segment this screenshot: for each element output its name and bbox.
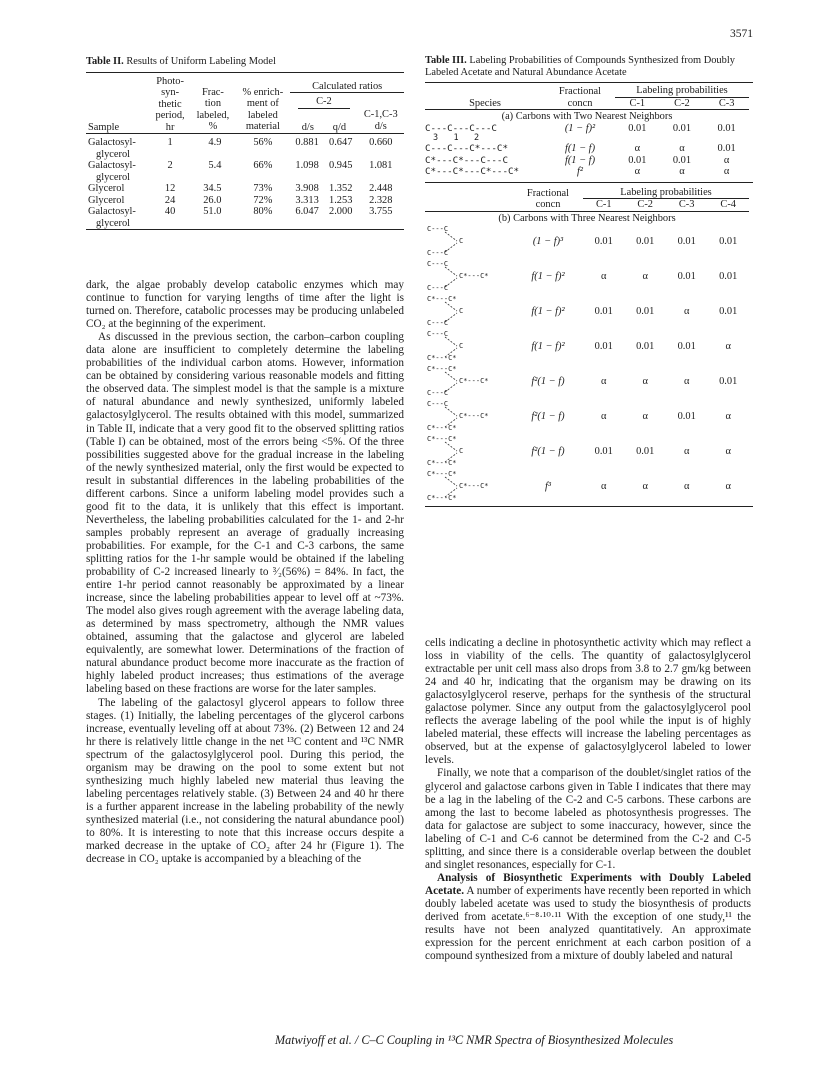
table-row [86, 134, 404, 161]
cell-value: α [725, 410, 731, 422]
table-row [425, 434, 749, 469]
branched-structure: C*---C* C*---C* C---C [427, 365, 489, 398]
cell-value: 0.01 [719, 270, 738, 282]
cell-value: 0.01 [677, 235, 696, 247]
table-3 [425, 55, 753, 507]
cell-sample: Galactosyl- glycerol [88, 160, 136, 183]
cell-enrich: 66% [253, 160, 273, 172]
cell-concn: (1 − f)² [564, 122, 596, 134]
paragraph: As discussed in the previous section, the carbon–carbon coupling data alone are insufficient to completely determine the labeling probabilities of the individual carbon atoms. However, information can be obtained by considering various reasonable models and fitting the observed data. The simplest model is that the sample is a mixture of natural abundance and newly synthesized, uniformly labeled galactosylglycerol. The results obtained with this model, summarized in Table II, indicate that a very good fit to the observed splitting ratios (Table I) can be obtained, most of the errors being <5%. Of the three possibilities suggested above for the gradual increase in the labeling of the newly synthesized material, only the first would be expected to result in substantial differences in the labeling probabilities of the different carbons. Since a uniform labeling model provides such a good fit to the data, it is unlikely that this effect is important. Nevertheless, the labeling probabilities calculated for the 1- and 2-hr samples probably represent an average of gradually increasing probabilities. For example, for the C-1 and C-3 carbons, the same splitting ratios for the 1-hr sample would be obtained if the labeling probability of C-2 increased linearly to ³⁄₂(56%) = 84%. In fact, the entire 1-hr period cannot reasonably be approximated by a linear increase, since the labeling probabilities appear to level off at ~73%. The model also gives rough agreement with the average labeling data, as determined by mass spectrometry, although the NMR values obtained, assuming that the galactose and glycerol are labeled equivalently, are somewhat lower. Determinations of the fraction of natural abundance product become more inaccurate as the fraction of highly labeled product increases; thus estimations of the average labeling based on these fractions are worse for the later samples. [86, 331, 404, 696]
cell-value: α [601, 375, 607, 387]
table-3b: Fractional concn Labeling probabilities C-1 C-2 C-3 C-4 (b) Carbons with Three Nearest Neighbors C---C C C---C (1 − f)³ 0.01 0.01 0.01 0.01 C---C C*---C* C---C f(1 − f)² α α 0.01 0.01 C*---C* C C---C f(1 − f)² 0.01 0.01 α 0.01 C---C C C*---C* f(1 − f)² 0.01 0.01 0.01 α C*---C* C*---C* C---C f²(1 − f) α α α 0.01 C---C C*---C* C*---C* f²(1 − f) α α 0.01 α C*---C* C C*---C* f²(1 − f) 0.01 0.01 α α C*---C* C*---C* C*---C* f³ α α α α [425, 187, 749, 505]
cell-hr: 12 [164, 183, 176, 195]
table-row [425, 143, 749, 155]
cell-value: α [642, 375, 648, 387]
table-row [425, 469, 749, 504]
cell-value: α [634, 166, 641, 178]
species-formula: C*---C*---C*---C* [425, 166, 520, 178]
cell-enrich: 73% [253, 183, 273, 195]
cell-sample: Galactosyl- glycerol [88, 206, 136, 229]
cell-value: α [725, 480, 731, 492]
cell-sample: Glycerol [88, 183, 125, 195]
table-row [86, 183, 404, 195]
cell-value: 0.01 [636, 235, 655, 247]
table-row [425, 294, 749, 329]
branched-structure: C*---C* C C---C [427, 295, 464, 328]
species-formula: C---C---C---C 3 1 2 [425, 122, 497, 144]
cell-value: 0.01 [594, 305, 613, 317]
cell-value: 0.01 [719, 305, 738, 317]
cell-concn: f³ [544, 480, 551, 492]
table-row [425, 123, 749, 144]
cell-hr: 2 [167, 160, 173, 172]
paragraph: Finally, we note that a comparison of the doublet/singlet ratios of the glycerol and galactose carbons given in Table I indicates that there may be a lag in the labeling of the C-2 and C-5 carbons. These carbons are among the last to become labeled as photosynthesis progresses. The data for galactose are subject to some inaccuracy, however, since the labeling of C-1 and C-6 cannot be determined from the C-2 and C-5 splitting, and since there is a considerable overlap between the doublet and singlet resonances, especially for C-1. [425, 767, 751, 871]
cell-hr: 1 [167, 137, 173, 149]
table-row [425, 364, 749, 399]
cell-qd: 0.945 [329, 160, 353, 172]
cell-value: 0.01 [672, 154, 692, 166]
cell-c13: 1.081 [369, 160, 393, 172]
right-body [425, 637, 751, 963]
cell-frac: 51.0 [203, 206, 222, 218]
cell-frac: 34.5 [203, 183, 222, 195]
cell-value: 0.01 [677, 410, 696, 422]
branched-structure: C---C C*---C* C*---C* [427, 400, 489, 433]
cell-concn: f(1 − f)² [531, 340, 565, 352]
table-row [425, 329, 749, 364]
table-3a: Species Fractional concn Labeling probabilities C-1 C-2 C-3 (a) Carbons with Two Nearest Neighbors C---C---C---C 3 1 2 (1 − f)² 0.01 0.01 0.01 C---C---C*---C* f(1 − f) α α 0.01 C*---C*---C---C f(1 − f) 0.01 0.01 α C*---C*---C*---C* f² α α α [425, 85, 749, 178]
cell-frac: 4.9 [208, 137, 222, 149]
cell-frac: 5.4 [208, 160, 222, 172]
table-row [425, 224, 749, 259]
cell-concn: f(1 − f)² [531, 270, 565, 282]
cell-value: α [642, 410, 648, 422]
cell-enrich: 72% [253, 194, 273, 206]
cell-ds: 3.313 [295, 194, 319, 206]
cell-value: α [683, 305, 690, 317]
cell-c13: 2.328 [369, 194, 393, 206]
cell-value: α [634, 143, 641, 155]
cell-concn: f²(1 − f) [531, 375, 565, 387]
cell-value: α [723, 166, 730, 178]
cell-sample: Galactosyl- glycerol [88, 137, 136, 160]
cell-value: 0.01 [717, 122, 736, 134]
branched-structure: C---C C C*---C* [427, 330, 464, 363]
cell-qd: 1.253 [329, 194, 353, 206]
running-footer: Matwiyoff et al. / C–C Coupling in ¹³C NMR Spectra of Biosynthesized Molecules [275, 1033, 674, 1047]
cell-value: α [683, 375, 690, 387]
cell-value: α [725, 340, 731, 352]
table-row [86, 195, 404, 207]
cell-value: α [642, 270, 648, 282]
paragraph: Analysis of Biosynthetic Experiments with Doubly Labeled Acetate. A number of experiments have recently been reported in which doubly labeled acetate was used to study the biosynthesis of products derived from acetate.⁶⁻⁸·¹⁰·¹¹ With the exception of one study,¹¹ the results have not been analyzed quantitatively. An approximate expression for the percent enrichment at each carbon position of a compound synthesized from a mixture of doubly labeled and natural [425, 871, 751, 963]
cell-value: 0.01 [719, 375, 738, 387]
cell-concn: f(1 − f) [564, 143, 596, 155]
cell-c13: 0.660 [369, 137, 393, 149]
cell-value: 0.01 [594, 340, 613, 352]
cell-value: α [601, 270, 607, 282]
branched-structure: C*---C* C C*---C* [427, 435, 464, 468]
cell-enrich: 56% [253, 137, 273, 149]
cell-concn: (1 − f)³ [532, 235, 564, 247]
cell-value: α [601, 480, 607, 492]
section-a-title: (a) Carbons with Two Nearest Neighbors [425, 110, 749, 123]
cell-value: α [683, 445, 690, 457]
table-3-title: Table III. Labeling Probabilities of Compounds Synthesized from Doubly Labeled Acetate and Natural Abundance Acetate [425, 55, 735, 78]
cell-value: 0.01 [594, 445, 613, 457]
cell-qd: 0.647 [329, 137, 353, 149]
cell-value: 0.01 [628, 154, 647, 166]
species-formula: C---C---C*---C* [425, 143, 508, 155]
cell-value: α [725, 445, 731, 457]
cell-value: α [683, 480, 690, 492]
cell-value: α [601, 410, 607, 422]
section-b-title: (b) Carbons with Three Nearest Neighbors [425, 211, 749, 224]
branched-structure: C---C C*---C* C---C [427, 260, 489, 293]
cell-sample: Glycerol [88, 194, 125, 206]
cell-enrich: 80% [253, 206, 273, 218]
paragraph: The labeling of the galactosyl glycerol appears to follow three stages. (1) Initially, the labeling percentages of the glycerol carbons increase, eventually leveling off at about 73%. (2) Between 12 and 24 hr there is relatively little change in the net ¹³C content and ¹³C NMR spectrum of the galactosylglycerol pool. During this period, the organism may be drawing on the pool to some extent but not synthesizing much highly labeled new material thus leaving the labeling percentages relatively stable. (3) Between 24 and 40 hr there is a further apparent increase in the labeling probability of the newly synthesized material (i.e., not considering the natural abundance pool) to 80%. It is interesting to note that this increase occurs despite a marked decrease in the uptake of CO₂ after 24 hr (Figure 1). The decrease in CO₂ uptake is accompanied by a bleaching of the [86, 696, 404, 866]
table-row [425, 399, 749, 434]
table-2 [86, 56, 406, 230]
table-row [425, 166, 749, 178]
col-sample: Sample [88, 121, 120, 133]
cell-concn: f²(1 − f) [531, 445, 565, 457]
cell-value: 0.01 [636, 340, 655, 352]
cell-c13: 2.448 [369, 183, 393, 195]
table-2-grid: Sample Photo- syn- thetic period, hr Frac- tion labeled, % % enrich- ment of labeled material Calculated ratios C-2 d/s q/d C-1,C-3 d/s Galactosyl- glycerol 1 4.9 56% 0.881 0.647 0.660 Galactosyl- glycerol 2 5.4 66% 1.098 0.945 1.081 Glycerol 12 34.5 73% 3.908 1.352 2.448 Glycerol 24 26.0 72% 3.313 1.253 2.328 Galactosyl- glycerol 40 51.0 80% 6.047 2.000 3.755 [86, 72, 404, 231]
cell-value: 0.01 [636, 305, 655, 317]
cell-ds: 6.047 [295, 206, 319, 218]
table-2-title: Table II. Results of Uniform Labeling Model [86, 56, 276, 67]
col-enrich: % enrich- ment of labeled material [242, 86, 284, 133]
cell-concn: f²(1 − f) [531, 410, 565, 422]
cell-value: 0.01 [677, 270, 696, 282]
cell-value: α [679, 166, 685, 178]
branched-structure: C---C C C---C [427, 225, 464, 258]
left-body [86, 279, 404, 866]
cell-value: 0.01 [717, 143, 736, 155]
cell-ds: 0.881 [295, 137, 319, 149]
cell-concn: f(1 − f)² [531, 305, 565, 317]
col-calc: Calculated ratios [290, 72, 404, 93]
cell-value: 0.01 [672, 122, 692, 134]
table-row [425, 259, 749, 294]
cell-hr: 40 [164, 206, 176, 218]
paragraph: dark, the algae probably develop catabolic enzymes which may continue to function for varying lengths of time after the light is turned on. Therefore, catabolic processes may be producing unlabeled CO₂ at the beginning of the experiment. [86, 279, 404, 331]
cell-ds: 3.908 [295, 183, 319, 195]
species-formula: C*---C*---C---C [425, 154, 508, 166]
cell-value: 0.01 [677, 340, 696, 352]
cell-c13: 3.755 [369, 206, 393, 218]
table-row [86, 206, 404, 230]
paragraph: cells indicating a decline in photosynthetic activity which may reflect a loss in viability of the cells. The quantity of galactosylglycerol extractable per unit cell mass also drops from 3.8 to 2.7 gm/kg between 24 and 40 hr, indicating that the organism may be drawing on its galactosylglycerol reserve, perhaps for the synthesis of the structural galactose polymer. Since any output from the galactosylglycerol pool reflects the average labeling of the pool while the input is of highly labeled material, these effects will increase the labeling percentages as observed, but at the expense of galactosylglycerol labeled to lower levels. [425, 637, 751, 767]
cell-value: α [642, 480, 648, 492]
table-row [86, 160, 404, 183]
cell-value: 0.01 [628, 122, 647, 134]
cell-ds: 1.098 [295, 160, 319, 172]
cell-concn: f² [576, 166, 583, 178]
cell-value: 0.01 [594, 235, 613, 247]
cell-qd: 1.352 [329, 183, 353, 195]
cell-concn: f(1 − f) [564, 154, 596, 166]
cell-frac: 26.0 [203, 194, 222, 206]
page-number: 3571 [730, 28, 753, 40]
cell-value: 0.01 [636, 445, 655, 457]
col-frac: Frac- tion labeled, % [196, 86, 230, 133]
cell-qd: 2.000 [329, 206, 353, 218]
cell-value: α [723, 154, 730, 166]
cell-value: α [679, 143, 685, 155]
col-photo: Photo- syn- thetic period, hr [155, 75, 185, 133]
branched-structure: C*---C* C*---C* C*---C* [427, 470, 489, 503]
cell-value: 0.01 [719, 235, 738, 247]
table-row [425, 155, 749, 167]
cell-hr: 24 [164, 194, 176, 206]
